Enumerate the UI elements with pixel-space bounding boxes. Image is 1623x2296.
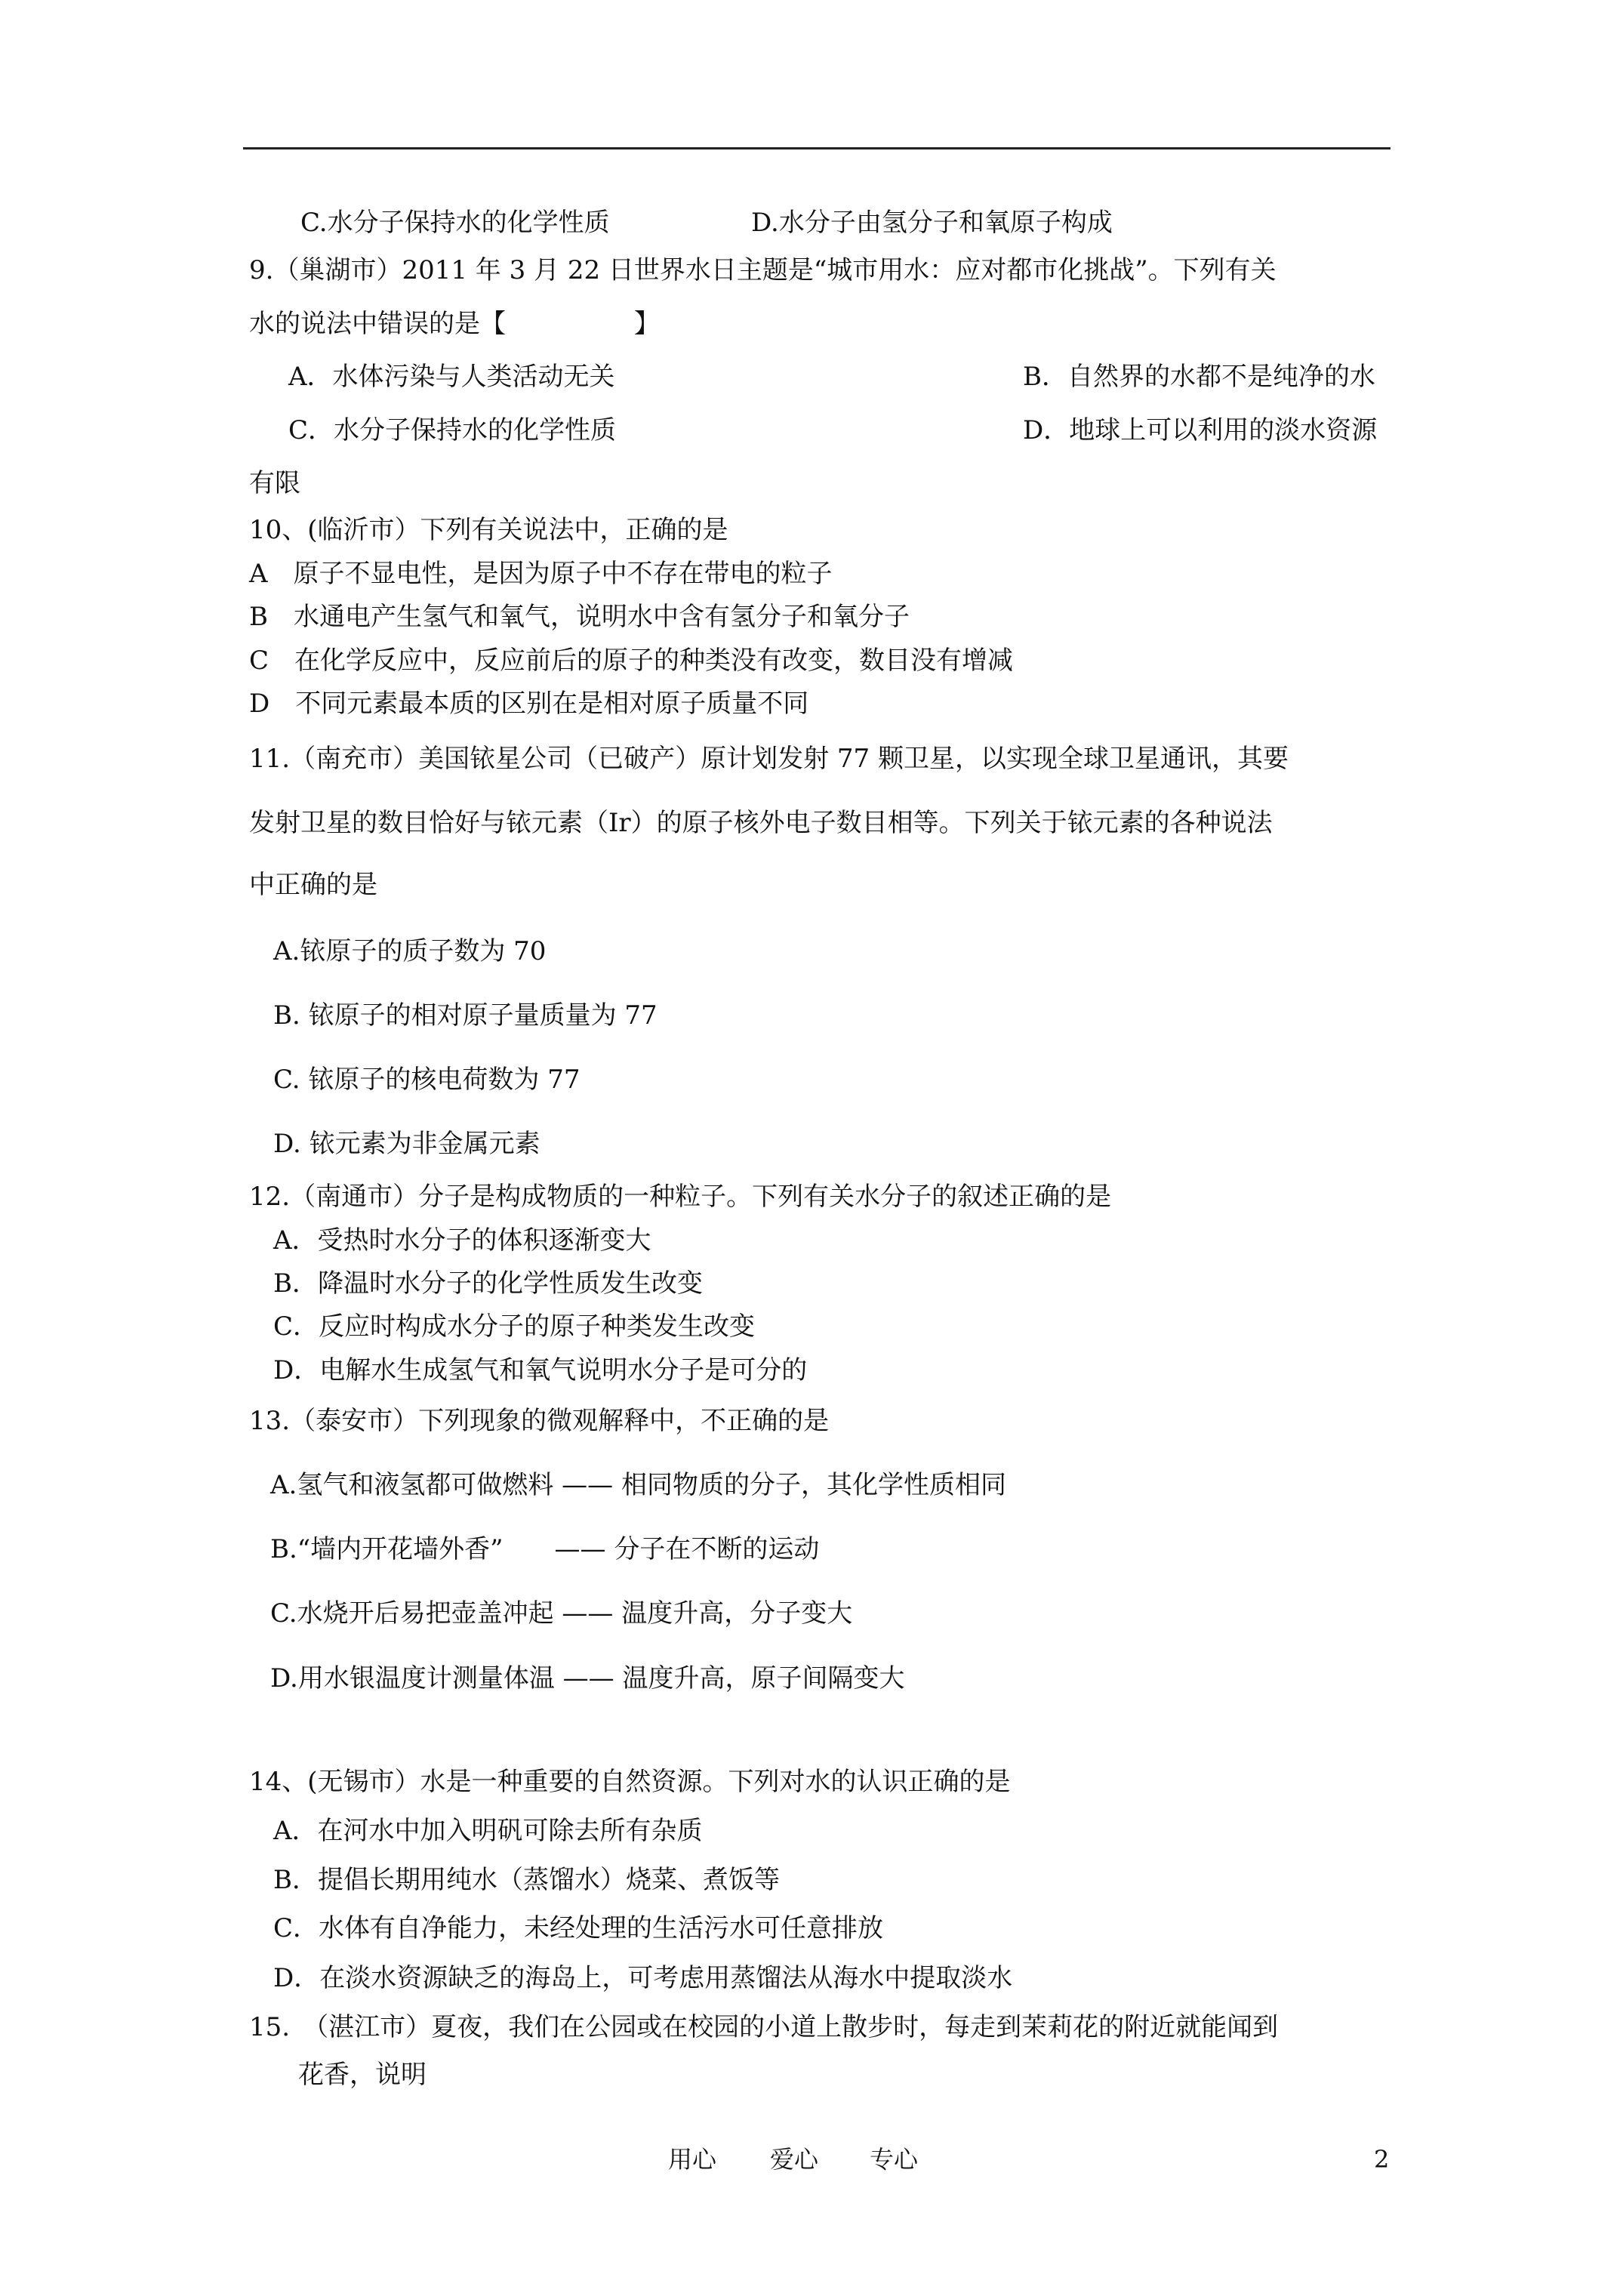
header-rule <box>243 147 1390 149</box>
option-b-q14: B．提倡长期用纯水（蒸馏水）烧菜、煮饭等 <box>273 1865 780 1895</box>
option-d-q8: D.水分子由氢分子和氧原子构成 <box>751 208 1113 238</box>
option-d-q11: D. 铱元素为非金属元素 <box>273 1129 540 1159</box>
question-11-cont2: 中正确的是 <box>249 870 377 900</box>
option-b-q13: B.“墙内开花墙外香” —— 分子在不断的运动 <box>270 1534 820 1564</box>
option-a-q14: A．在河水中加入明矾可除去所有杂质 <box>273 1816 703 1846</box>
option-d-q12: D．电解水生成氢气和氧气说明水分子是可分的 <box>273 1355 808 1385</box>
option-a-q11: A.铱原子的质子数为 70 <box>273 936 547 966</box>
option-d-q9-cont: 有限 <box>249 468 300 498</box>
question-12: 12.（南通市）分子是构成物质的一种粒子。下列有关水分子的叙述正确的是 <box>249 1182 1112 1212</box>
footer-motto-1: 用心 <box>668 2145 717 2174</box>
question-9-cont: 水的说法中错误的是【 】 <box>249 309 660 339</box>
option-c-q11: C. 铱原子的核电荷数为 77 <box>273 1065 581 1095</box>
question-9: 9.（巢湖市）2011 年 3 月 22 日世界水日主题是“城市用水：应对都市化挑战”。下列有关 <box>249 255 1277 285</box>
question-11-cont1: 发射卫星的数目恰好与铱元素（Ir）的原子核外电子数目相等。下列关于铱元素的各种说法 <box>249 808 1273 838</box>
option-c-q8: C.水分子保持水的化学性质 <box>300 208 610 238</box>
footer-motto-3: 专心 <box>870 2145 919 2174</box>
option-d-q13: D.用水银温度计测量体温 —— 温度升高，原子间隔变大 <box>270 1663 905 1693</box>
option-c-q10: C 在化学反应中，反应前后的原子的种类没有改变，数目没有增减 <box>249 646 1014 676</box>
option-c-q9: C．水分子保持水的化学性质 <box>288 415 617 445</box>
option-c-q12: C．反应时构成水分子的原子种类发生改变 <box>273 1311 756 1342</box>
option-a-q10: A 原子不显电性，是因为原子中不存在带电的粒子 <box>249 559 833 589</box>
footer-motto-2: 爱心 <box>770 2145 819 2174</box>
question-10: 10、(临沂市）下列有关说法中，正确的是 <box>249 515 728 545</box>
question-15: 15. （湛江市）夏夜，我们在公园或在校园的小道上散步时，每走到茉莉花的附近就能闻到 <box>249 2012 1279 2042</box>
option-c-q14: C．水体有自净能力，未经处理的生活污水可任意排放 <box>273 1913 884 1943</box>
option-d-q14: D．在淡水资源缺乏的海岛上，可考虑用蒸馏法从海水中提取淡水 <box>273 1963 1013 1993</box>
page-number: 2 <box>1374 2145 1390 2174</box>
option-a-q13: A.氢气和液氢都可做燃料 —— 相同物质的分子，其化学性质相同 <box>270 1470 1006 1500</box>
option-b-q12: B．降温时水分子的化学性质发生改变 <box>273 1268 703 1299</box>
option-d-q9: D．地球上可以利用的淡水资源 <box>1023 415 1378 445</box>
option-a-q12: A．受热时水分子的体积逐渐变大 <box>273 1225 651 1256</box>
option-a-q9: A．水体污染与人类活动无关 <box>288 362 615 392</box>
question-13: 13.（泰安市）下列现象的微观解释中，不正确的是 <box>249 1406 830 1436</box>
option-d-q10: D 不同元素最本质的区别在是相对原子质量不同 <box>249 689 809 719</box>
option-c-q13: C.水烧开后易把壶盖冲起 —— 温度升高，分子变大 <box>270 1598 853 1629</box>
option-b-q9: B．自然界的水都不是纯净的水 <box>1023 362 1375 392</box>
question-14: 14、(无锡市）水是一种重要的自然资源。下列对水的认识正确的是 <box>249 1767 1011 1797</box>
question-11: 11.（南充市）美国铱星公司（已破产）原计划发射 77 颗卫星，以实现全球卫星通讯，其要 <box>249 744 1289 774</box>
question-15-cont: 花香，说明 <box>298 2060 427 2090</box>
option-b-q11: B. 铱原子的相对原子量质量为 77 <box>273 1000 658 1031</box>
option-b-q10: B 水通电产生氢气和氧气，说明水中含有氢分子和氧分子 <box>249 602 910 632</box>
